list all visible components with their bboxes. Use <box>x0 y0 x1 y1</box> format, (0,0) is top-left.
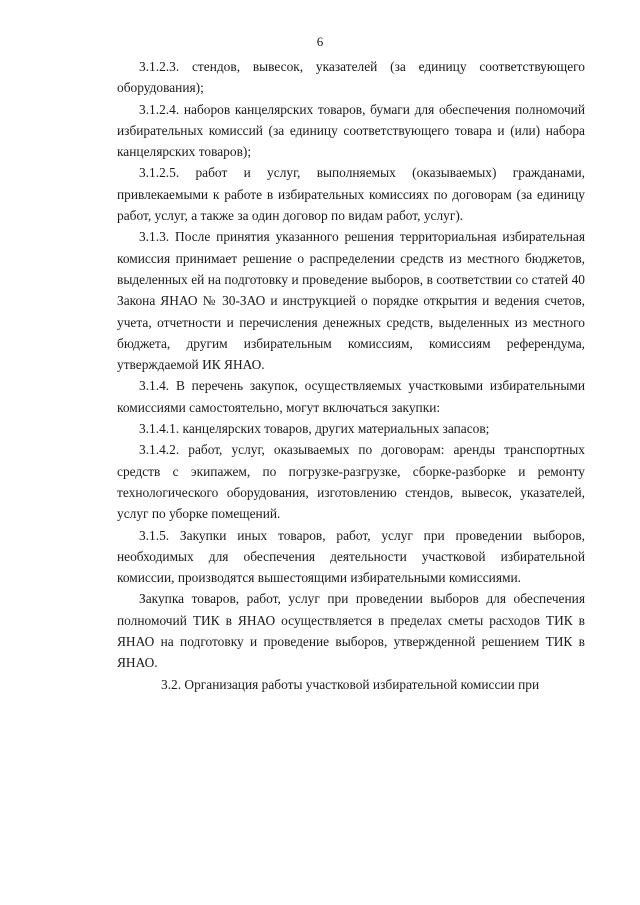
paragraph-3-1-2-5: 3.1.2.5. работ и услуг, выполняемых (оказываемых) гражданами, привлекаемыми к работе в избирательных комиссиях по договорам (за единицу работ, услуг, а также за один договор по видам работ, услуг). <box>117 165 585 224</box>
page-number: 6 <box>316 34 324 49</box>
document-body <box>117 56 585 695</box>
paragraph-3-1-4-2: 3.1.4.2. работ, услуг, оказываемых по договорам: аренды транспортных средств с экипажем, по погрузке-разгрузке, сборке-разборке и ремонту технологического оборудования, изготовлению стендов, вывесок, указателей, услуг по уборке помещений. <box>117 442 585 522</box>
paragraph-3-1-2-3: 3.1.2.3. стендов, вывесок, указателей (за единицу соответствующего оборудования); <box>117 59 585 96</box>
paragraph-3-2: 3.2. Организация работы участковой избирательной комиссии при <box>161 676 540 692</box>
paragraph-3-1-4-1: 3.1.4.1. канцелярских товаров, других материальных запасов; <box>139 421 490 437</box>
paragraph-3-1-4: 3.1.4. В перечень закупок, осуществляемых участковыми избирательными комиссиями самостоятельно, могут включаться закупки: <box>117 378 585 415</box>
paragraph-tik-procurement: Закупка товаров, работ, услуг при проведении выборов для обеспечения полномочий ТИК в ЯНАО осуществляется в пределах сметы расходов ТИК в ЯНАО на подготовку и проведение выборов, утвержденной решением ТИК в ЯНАО. <box>117 591 585 671</box>
paragraph-3-1-5: 3.1.5. Закупки иных товаров, работ, услуг при проведении выборов, необходимых для обеспечения деятельности участковой избирательной комиссии, производятся вышестоящими избирательными комиссиями. <box>117 527 585 586</box>
paragraph-3-1-2-4: 3.1.2.4. наборов канцелярских товаров, бумаги для обеспечения полномочий избирательных комиссий (за единицу соответствующего товара и (или) набора канцелярских товаров); <box>117 101 585 160</box>
paragraph-3-1-3: 3.1.3. После принятия указанного решения территориальная избирательная комиссия принимает решение о распределении средств из местного бюджетов, выделенных ей на подготовку и проведение выборов, в соответствии со статей 40 Закона ЯНАО № 30-ЗАО и инструкцией о порядке открытия и ведения счетов, учета, отчетности и перечисления денежных средств, выделенных из местного бюджета, другим избирательным комиссиям, комиссиям референдума, утверждаемой ИК ЯНАО. <box>117 229 585 373</box>
